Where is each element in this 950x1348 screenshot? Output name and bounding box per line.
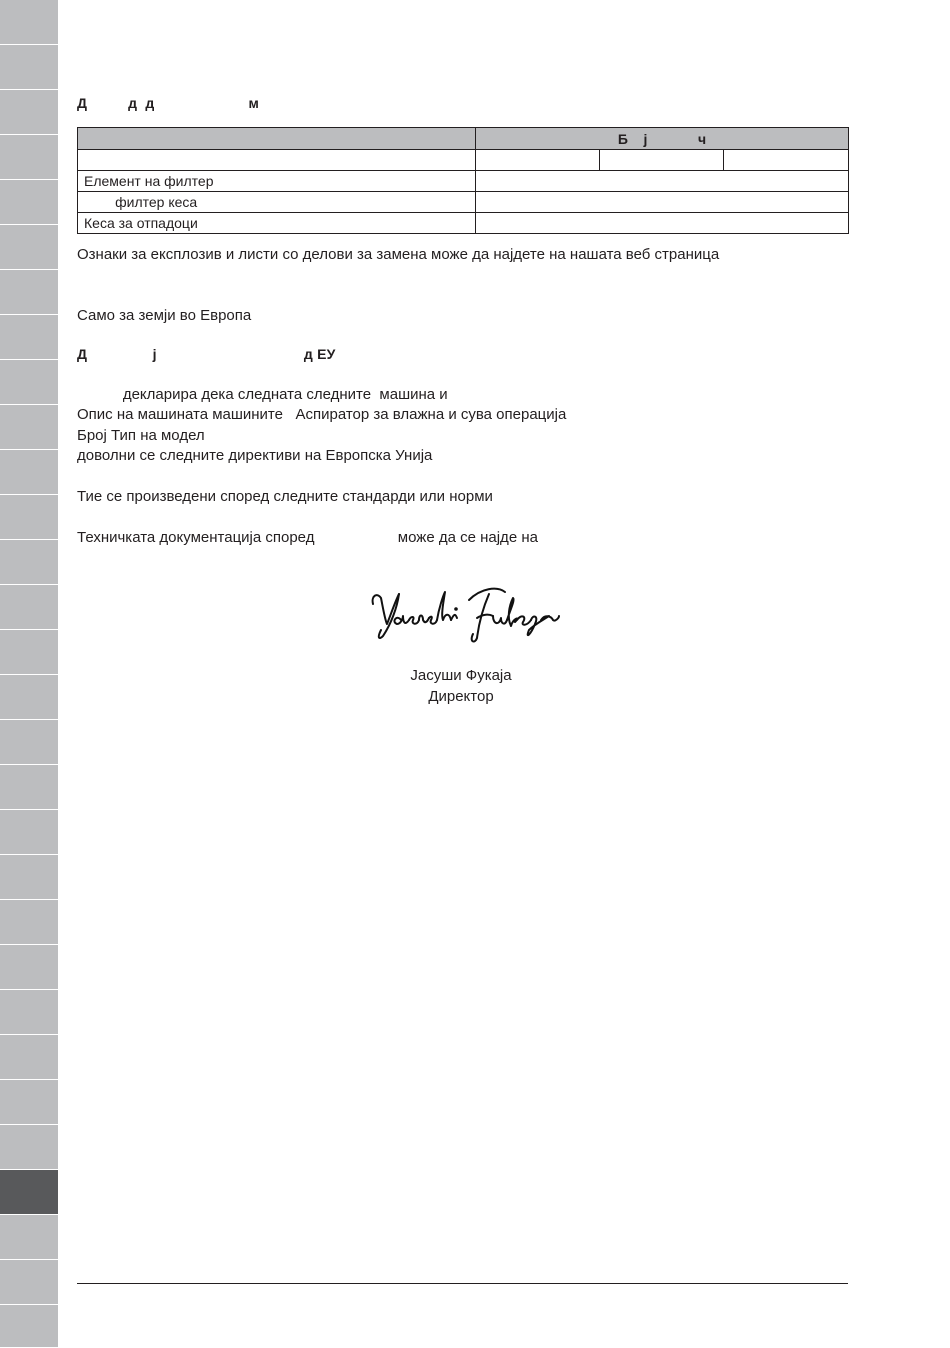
language-tab bbox=[0, 360, 58, 405]
part-name: Кеса за отпадоци bbox=[78, 213, 476, 234]
parts-table-header-left bbox=[78, 128, 476, 150]
table-row bbox=[78, 192, 849, 213]
language-tab bbox=[0, 810, 58, 855]
language-tab bbox=[0, 315, 58, 360]
signature-block bbox=[361, 580, 561, 705]
part-name: филтер кеса bbox=[78, 192, 476, 213]
signer-name: Јасуши Фукаја bbox=[410, 667, 512, 684]
language-tab bbox=[0, 135, 58, 180]
language-tab bbox=[0, 90, 58, 135]
technical-doc-line: Техничката документација според може да се најде на bbox=[77, 529, 538, 546]
language-tab bbox=[0, 675, 58, 720]
language-tab bbox=[0, 1080, 58, 1125]
language-tab bbox=[0, 1035, 58, 1080]
language-tab bbox=[0, 990, 58, 1035]
language-tab bbox=[0, 1125, 58, 1170]
europe-only-note: Само за земји во Европа bbox=[77, 307, 252, 324]
language-tab bbox=[0, 1170, 58, 1215]
language-tab bbox=[0, 225, 58, 270]
language-tab bbox=[0, 270, 58, 315]
standards-line: Тие се произведени според следните стандарди или норми bbox=[77, 488, 493, 505]
language-tab bbox=[0, 630, 58, 675]
declaration-line: декларира дека следната следните машина и bbox=[77, 386, 448, 403]
language-tab bbox=[0, 855, 58, 900]
parts-table bbox=[77, 127, 849, 234]
declaration-heading: Д ј д ЕУ bbox=[77, 346, 336, 362]
language-tab bbox=[0, 945, 58, 990]
table-cell bbox=[724, 150, 849, 171]
part-number bbox=[476, 171, 849, 192]
table-cell bbox=[600, 150, 724, 171]
part-number bbox=[476, 192, 849, 213]
parts-table-header-row bbox=[78, 128, 849, 150]
declaration-line: доволни се следните директиви на Европска Унија bbox=[77, 447, 433, 464]
declaration-line: Опис на машината машините Аспиратор за влажна и сува операција bbox=[77, 406, 567, 423]
language-tab bbox=[0, 0, 58, 45]
language-tab bbox=[0, 540, 58, 585]
language-tab bbox=[0, 585, 58, 630]
table-row bbox=[78, 213, 849, 234]
table-row bbox=[78, 171, 849, 192]
footer-divider bbox=[77, 1283, 848, 1284]
language-tab bbox=[0, 450, 58, 495]
language-tab bbox=[0, 1305, 58, 1348]
parts-table-header-right: Б ј ч bbox=[476, 128, 849, 150]
declaration-line: Број Тип на модел bbox=[77, 427, 205, 444]
parts-table-subheader-row bbox=[78, 150, 849, 171]
parts-section-heading: Д д д м bbox=[77, 95, 260, 111]
part-name: Елемент на филтер bbox=[78, 171, 476, 192]
table-cell bbox=[78, 150, 476, 171]
handwritten-signature bbox=[365, 580, 561, 648]
table-cell bbox=[476, 150, 600, 171]
language-tab bbox=[0, 900, 58, 945]
language-tab bbox=[0, 720, 58, 765]
language-tab bbox=[0, 765, 58, 810]
language-tab bbox=[0, 180, 58, 225]
language-tab bbox=[0, 1215, 58, 1260]
spare-parts-note: Ознаки за експлозив и листи со делови за замена може да најдете на нашата веб страница bbox=[77, 246, 720, 263]
language-tab bbox=[0, 495, 58, 540]
part-number bbox=[476, 213, 849, 234]
language-tab bbox=[0, 45, 58, 90]
language-tab-strip bbox=[0, 0, 58, 1348]
signer-title: Директор bbox=[428, 688, 494, 705]
language-tab bbox=[0, 1260, 58, 1305]
language-tab bbox=[0, 405, 58, 450]
